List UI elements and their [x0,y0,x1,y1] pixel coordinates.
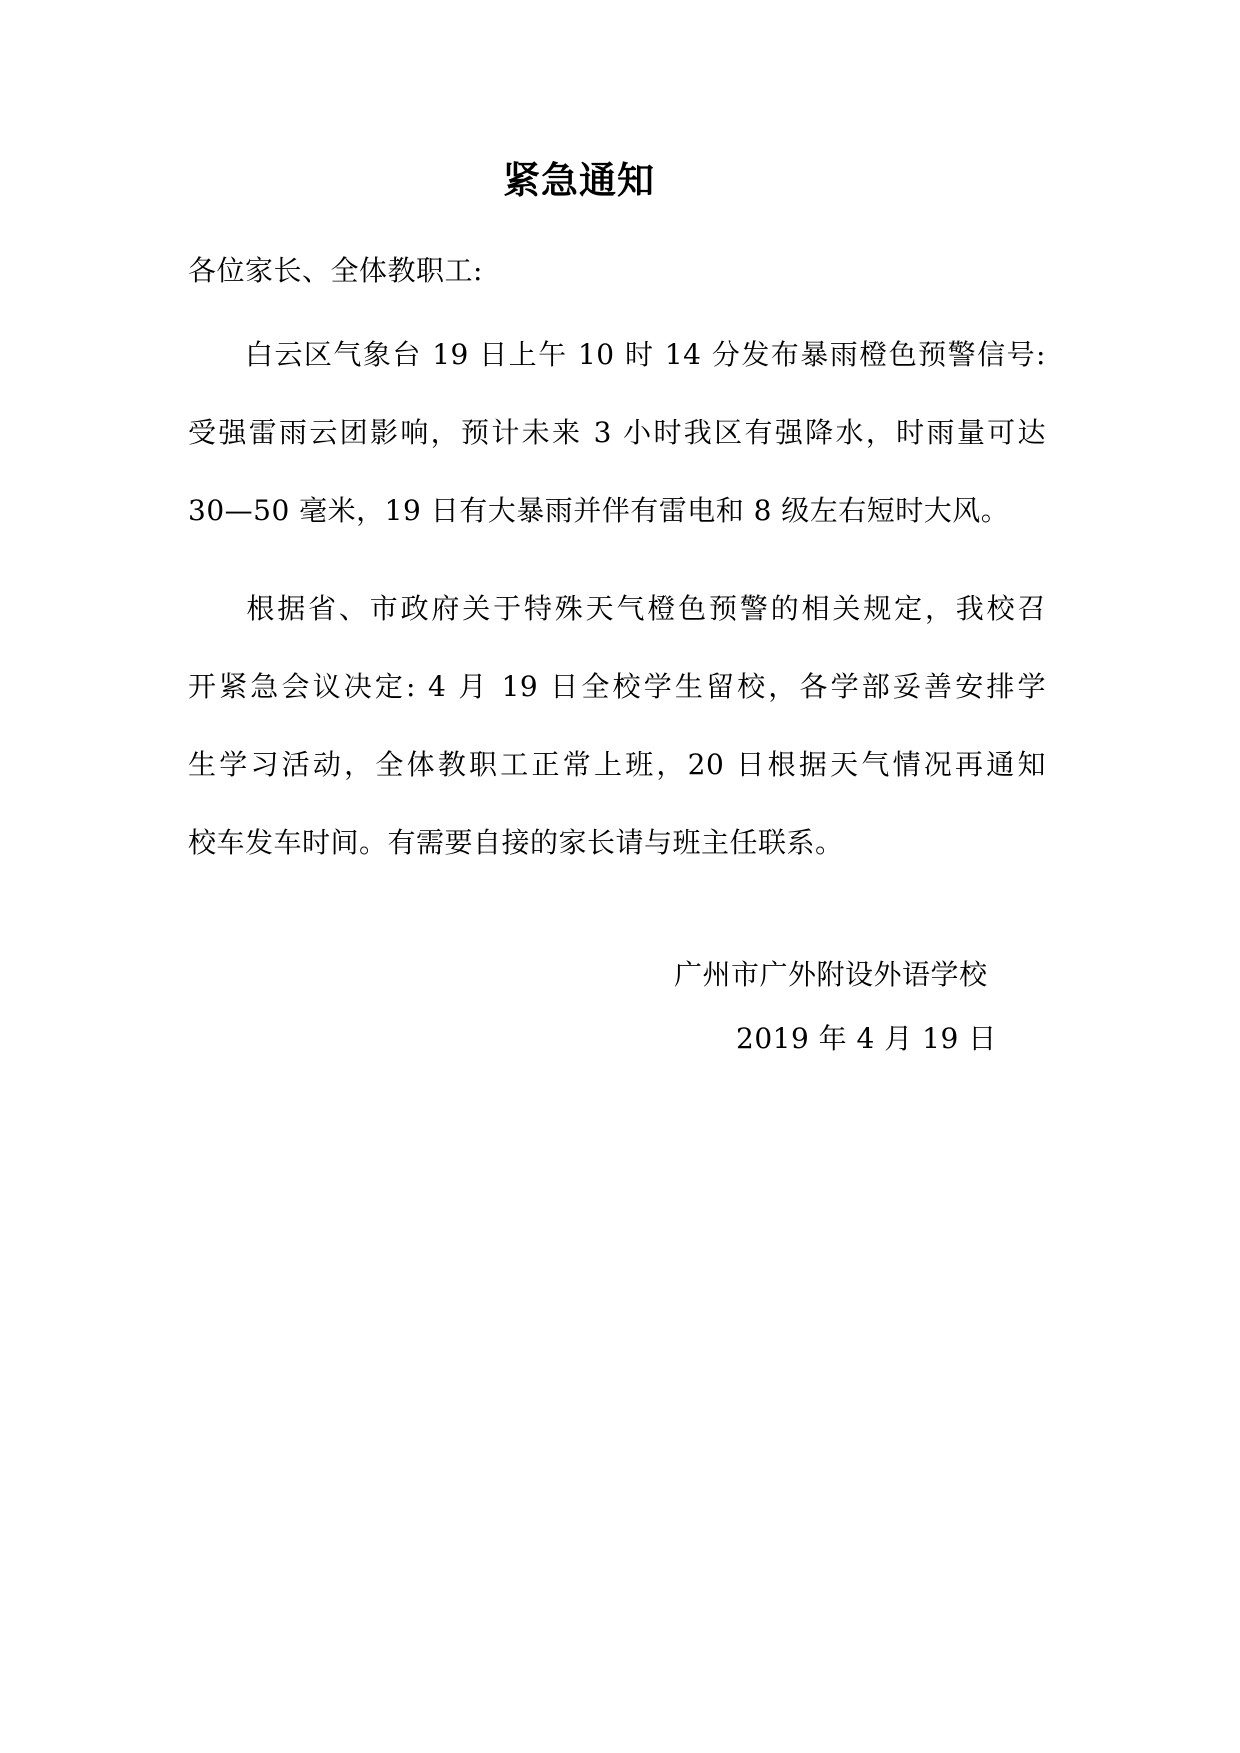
paragraph-line: 开紧急会议决定: 4 月 19 日全校学生留校，各学部妥善安排学 [188,670,1046,703]
paragraph-weather-warning [188,316,1046,550]
paragraph-school-decision [188,570,1046,882]
salutation: 各位家长、全体教职工: [188,254,483,287]
paragraph-line: 生学习活动，全体教职工正常上班，20 日根据天气情况再通知 [188,748,1046,781]
signature-date: 2019 年 4 月 19 日 [736,1022,997,1055]
paragraph-line: 根据省、市政府关于特殊天气橙色预警的相关规定，我校召 [244,592,1046,625]
signature-organization: 广州市广外附设外语学校 [674,958,988,991]
paragraph-line: 30—50 毫米，19 日有大暴雨并伴有雷电和 8 级左右短时大风。 [188,494,1010,527]
paragraph-line: 受强雷雨云团影响，预计未来 3 小时我区有强降水，时雨量可达 [188,416,1046,449]
paragraph-line: 校车发车时间。有需要自接的家长请与班主任联系。 [188,826,844,859]
document-title: 紧急通知 [503,158,655,202]
paragraph-line: 白云区气象台 19 日上午 10 时 14 分发布暴雨橙色预警信号: [244,338,1046,371]
